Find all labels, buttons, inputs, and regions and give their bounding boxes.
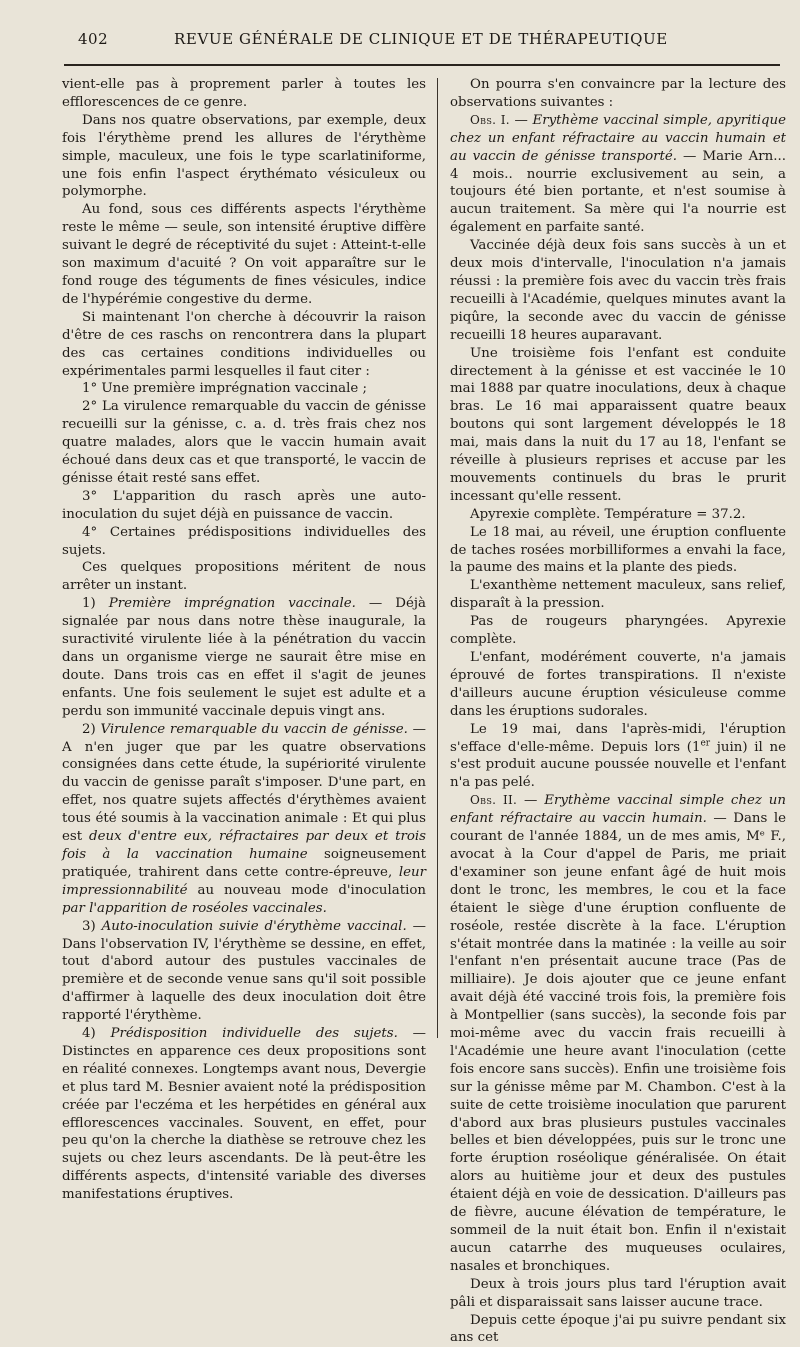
paragraph: Une troisième fois l'enfant est conduite directement à la génisse et est vaccinée le 10 mai 1888 par quatre inoculations, deux à chaque bras. Le 16 mai apparaissent quatre beaux boutons qui sont largement développés le 18 mai, mais dans la nuit du 17 au 18, l'enfant se réveille à plusieurs reprises et accuse par les mouvements continuels du bras le prurit incessant qu'elle ressent. (450, 345, 786, 504)
section-title: Première imprégnation vaccinale. (108, 596, 356, 612)
running-title: REVUE GÉNÉRALE DE CLINIQUE ET DE THÉRAPEUTIQUE (174, 30, 668, 48)
section-text: soigneusement pratiquée, trahirent dans cette contre-épreuve, (62, 846, 426, 880)
section-text: — Distinctes en apparence ces deux propositions sont en réalité connexes. Longtemps avant nous, Devergie et plus tard M. Besnier avaient noté la prédisposition créée par l'eczéma et les herpétides en général aux efflorescences vaccinales. Souvent, en effet, pour peu qu'on la cherche la diathèse se retrouve chez les sujets ou chez leurs ascendants. De là peut-être les différents aspects, d'intensité variable des diverses manifestations éruptives. (62, 1026, 426, 1203)
section-virulence: 2) Virulence remarquable du vaccin de génisse. — A n'en juger que par les quatre observations consignées dans cette étude, la supériorité virulente du vaccin de genisse paraît s'imposer. D'une part, en effet, nos quatre sujets affectés d'érythèmes avaient tous été soumis à la vaccination animale : Et qui plus est deux d'entre eux, réfractaires par deux et trois fois à la vaccination humaine soigneusement pratiquée, trahirent dans cette contre-épreuve, leur impressionnabilité au nouveau mode d'inoculation par l'apparition de roséoles vaccinales. (62, 721, 426, 916)
section-emphasis: leur impressionnabilité (62, 864, 426, 898)
observation-label: Obs. I. (470, 112, 510, 127)
paragraph: Apyrexie complète. Température = 37.2. (470, 506, 746, 522)
observation-label: Obs. II. (470, 793, 518, 808)
list-item: 3° L'apparition du rasch après une auto-inoculation du sujet déjà en puissance de vaccin. (62, 488, 426, 522)
section-first-imprint: 1) Première imprégnation vaccinale. — Déjà signalée par nous dans notre thèse inaugurale, la suractivité virulente liée à la pénétration du vaccin dans un organisme vierge ne saurait être mise en doute. Dans trois cas en effet il s'agit de jeunes enfants. Une fois seulement le sujet est adulte et a perdu son immunité vaccinale depuis vingt ans. (62, 596, 426, 719)
page-number: 402 (78, 30, 109, 48)
paragraph: Dans nos quatre observations, par exemple, deux fois l'érythème prend les allures de l'érythème simple, maculeux, une fois le type scarlatiniforme, une fois enfin l'aspect érythémato vésiculeux ou polymorphe. (62, 112, 426, 200)
paragraph: L'exanthème nettement maculeux, sans relief, disparaît à la pression. (450, 578, 786, 612)
observation-1: Obs. I. — Erythème vaccinal simple, apyritique chez un enfant réfractaire au vaccin humain et au vaccin de génisse transporté. — Marie Arn... 4 mois.. nourrie exclusivement au sein, a toujours été bien portante, et n'est soumise à aucun traitement. Sa mère qui l'a nourrie est également en parfaite santé. (450, 112, 787, 236)
column-divider (437, 78, 438, 1038)
observation-text: — Dans le courant de l'année 1884, un de mes amis, Mᵉ F., avocat à la Cour d'appel de Paris, me priait d'examiner son jeune enfant âgé de huit mois dont le tronc, les membres, le cou et la face étaient le siège d'une éruption confluente de roséole, restée discrète à la face. L'éruption s'était montrée dans la matinée : la veille au soir l'enfant n'en présentait aucune trace (Pas de milliaire). Je dois ajouter que ce jeune enfant avait déjà été vacciné trois fois, la première fois à Montpellier (sans succès), la seconde fois par moi-même avec du vaccin frais recueilli à l'Académie une heure avant l'inoculation (cette fois encore sans succès). Enfin une troisième fois sur la génisse même par M. Chambon. C'est à la suite de cette troisième inoculation que parurent d'abord aux bras plusieurs pustules vaccinales belles et bien développées, puis sur le tronc une forte éruption roséolique généralisée. On était alors au huitième jour et deux des pustules étaient déjà en voie de dessication. D'ailleurs pas de fièvre, aucune élévation de température, le sommeil de la nuit était bon. Enfin il n'existait aucun catarrhe des muqueuses oculaires, nasales et bronchiques. (450, 811, 786, 1274)
section-emphasis: deux d'entre eux, réfractaires par deux et trois fois à la vaccination humaine (62, 829, 426, 862)
section-title: Auto-inoculation suivie d'érythème vaccinal. (101, 918, 407, 934)
header-rule (64, 64, 780, 66)
list-item: 2° La virulence remarquable du vaccin de génisse recueilli sur la génisse, c. a. d. très frais chez nos quatre malades, alors que le vaccin humain avait échoué dans deux cas et que transporté, le vaccin de génisse était resté sans effet. (62, 399, 426, 486)
section-text: — A n'en juger que par les quatre observations consignées dans cette étude, la supériorité virulente du vaccin de genisse paraît s'imposer. D'une part, en effet, nos quatre sujets affectés d'érythèmes avaient tous été soumis à la vaccination animale : Et qui plus est (62, 721, 426, 845)
section-text: au nouveau mode d'inoculation (197, 882, 426, 898)
right-column (450, 76, 787, 1346)
observation-title: Erythème vaccinal simple, apyritique chez un enfant réfractaire au vaccin humain et au vaccin de génisse transporté. (450, 112, 787, 164)
paragraph: Pas de rougeurs pharyngées. Apyrexie complète. (450, 614, 786, 648)
section-auto-inoculation: 3) Auto-inoculation suivie d'érythème vaccinal. — Dans l'observation IV, l'érythème se dessine, en effet, tout d'abord autour des pustules vaccinales de première et de seconde venue sans qu'il soit possible d'affirmer à laquelle des deux inoculation doit être rapporté l'érythème. (62, 918, 426, 1024)
section-title: Prédisposition individuelle des sujets. (110, 1026, 398, 1042)
paragraph: Vaccinée déjà deux fois sans succès à un et deux mois d'intervalle, l'inoculation n'a jamais réussi : la première fois avec du vaccin très frais recueilli à l'Académie, quelques minutes avant la piqûre, la seconde avec du vaccin de génisse recueilli 18 heures auparavant. (450, 238, 786, 343)
paragraph: Le 18 mai, au réveil, une éruption confluente de taches rosées morbilliformes a envahi la face, la paume des mains et la plante des pieds. (450, 524, 786, 576)
paragraph: On pourra s'en convaincre par la lecture des observations suivantes : (450, 77, 786, 110)
paragraph (450, 721, 786, 793)
paragraph: Si maintenant l'on cherche à découvrir la raison d'être de ces raschs on rencontrera dans la plupart des cas certaines conditions individuelles ou expérimentales parmi lesquelles il faut citer : (62, 309, 426, 379)
list-item: 1° Une première imprégnation vaccinale ; (82, 381, 368, 397)
section-text: — Dans l'observation IV, l'érythème se dessine, en effet, tout d'abord autour des pustules vaccinales de première et de seconde venue sans qu'il soit possible d'affirmer à laquelle des deux inoculation doit être rapporté l'érythème. (62, 918, 426, 1024)
paragraph-text: juin) il ne s'est produit aucune poussée nouvelle et l'enfant n'a pas pelé. (450, 739, 787, 791)
paragraph: Ces quelques propositions méritent de nous arrêter un instant. (62, 560, 426, 594)
observation-title: Erythème vaccinal simple chez un enfant réfractaire au vaccin humain. (450, 793, 786, 827)
section-text: — Déjà signalée par nous dans notre thèse inaugurale, la suractivité virulente liée à la pénétration du vaccin dans un organisme vierge ne saurait être mise en doute. Dans trois cas en effet il s'agit de jeunes enfants. Une fois seulement le sujet est adulte et a perdu son immunité vaccinale depuis vingt ans. (62, 596, 426, 719)
left-column (62, 76, 426, 1203)
observation-text: — Marie Arn... 4 mois.. nourrie exclusivement au sein, a toujours été bien portante, et n'est soumise à aucun traitement. Sa mère qui l'a nourrie est également en parfaite santé. (450, 148, 786, 236)
paragraph: Depuis cette époque j'ai pu suivre pendant six ans cet (450, 1312, 786, 1346)
superscript: er (700, 738, 711, 749)
section-title: Virulence remarquable du vaccin de génisse. (100, 721, 408, 737)
paragraph: Deux à trois jours plus tard l'éruption avait pâli et disparaissait sans laisser aucune trace. (450, 1276, 786, 1310)
paragraph-text: Le 19 mai, dans l'après-midi, l'éruption s'efface d'elle-même. Depuis lors (1 (450, 721, 786, 755)
observation-2: Obs. II. — Erythème vaccinal simple chez un enfant réfractaire au vaccin humain. — Dans le courant de l'année 1884, un de mes amis, Mᵉ F., avocat à la Cour d'appel de Paris, me priait d'examiner son jeune enfant âgé de huit mois dont le tronc, les membres, le cou et la face étaient le siège d'une éruption confluente de roséole, restée discrète à la face. L'éruption s'était montrée dans la matinée : la veille au soir l'enfant n'en présentait aucune trace (Pas de milliaire). Je dois ajouter que ce jeune enfant avait déjà été vacciné trois fois, la première fois à Montpellier (sans succès), la seconde fois par moi-même avec du vaccin frais recueilli à l'Académie une heure avant l'inoculation (cette fois encore sans succès). Enfin une troisième fois sur la génisse même par M. Chambon. C'est à la suite de cette troisième inoculation que parurent d'abord aux bras plusieurs pustules vaccinales belles et bien développées, puis sur le tronc une forte éruption roséolique généralisée. On était alors au huitième jour et deux des pustules étaient déjà en voie de dessication. D'ailleurs pas de fièvre, aucune élévation de température, le sommeil de la nuit était bon. Enfin il n'existait aucun catarrhe des muqueuses oculaires, nasales et bronchiques. (450, 793, 786, 1274)
section-predisposition: 4) Prédisposition individuelle des sujets. — Distinctes en apparence ces deux propositions sont en réalité connexes. Longtemps avant nous, Devergie et plus tard M. Besnier avaient noté la prédisposition créée par l'eczéma et les herpétides en général aux efflorescences vaccinales. Souvent, en effet, pour peu qu'on la cherche la diathèse se retrouve chez les sujets ou chez leurs ascendants. De là peut-être les différents aspects, d'intensité variable des diverses manifestations éruptives. (62, 1026, 426, 1203)
paragraph: Au fond, sous ces différents aspects l'érythème reste le même — seule, son intensité éruptive diffère suivant le degré de réceptivité du sujet : Atteint-t-elle son maximum d'acuité ? On voit apparaître sur le fond rouge des téguments de fines vésicules, indice de l'hypérémie congestive du derme. (62, 202, 426, 307)
page-header (0, 24, 800, 54)
list-item: 4° Certaines prédispositions individuelles des sujets. (62, 524, 426, 558)
paragraph: L'enfant, modérément couverte, n'a jamais éprouvé de fortes transpirations. Il n'existe d'ailleurs aucune éruption vésiculeuse comme dans les éruptions sudorales. (450, 650, 786, 719)
section-emphasis: par l'apparition de roséoles vaccinales. (62, 900, 327, 916)
paragraph: vient-elle pas à proprement parler à toutes les efflorescences de ce genre. (62, 77, 426, 110)
